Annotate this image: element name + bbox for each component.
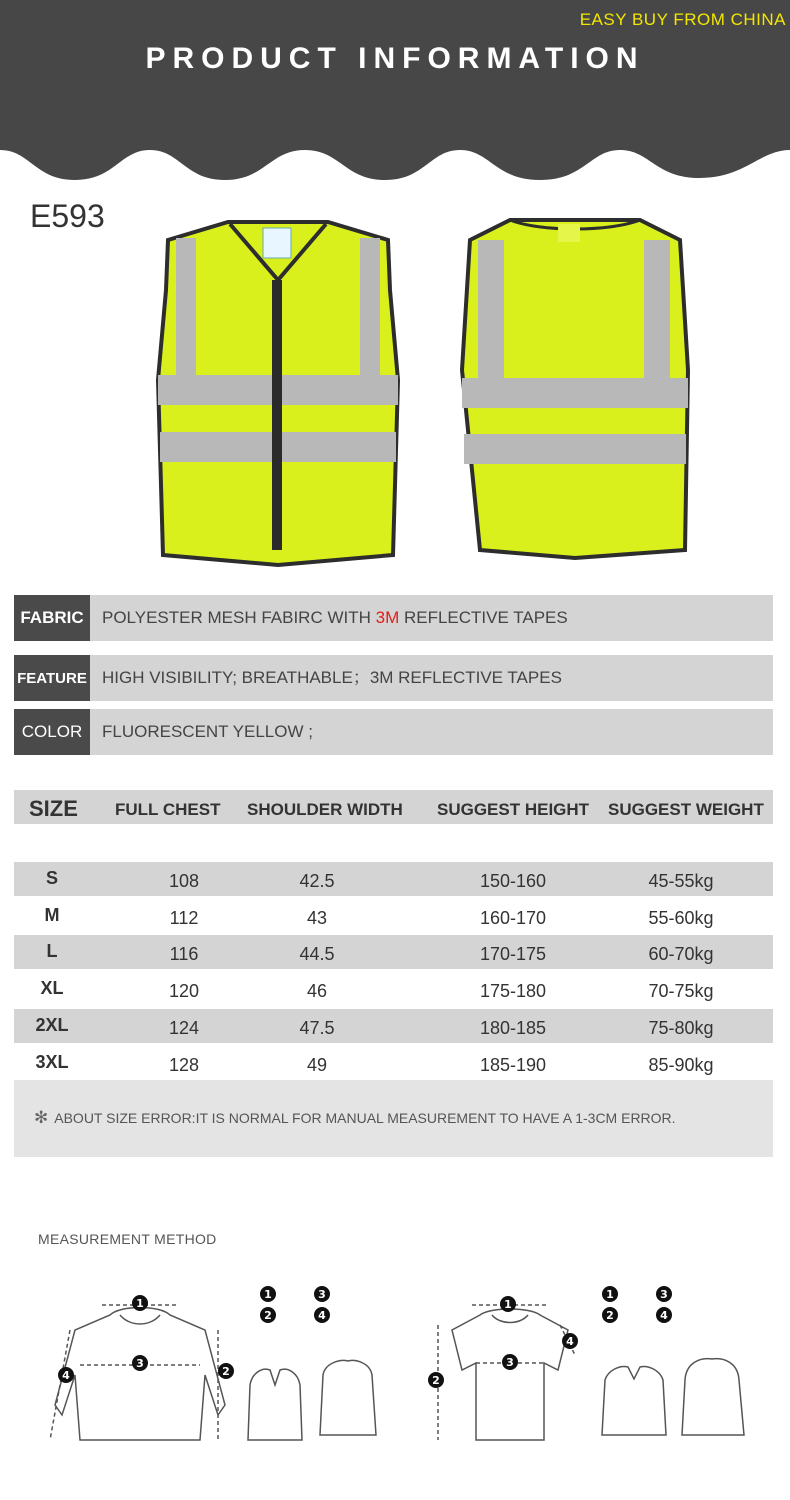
marker-4-icon: 4	[62, 1369, 70, 1382]
table-row	[14, 972, 773, 1006]
cell-shoulder-width: 44.5	[299, 944, 335, 965]
table-row	[14, 1009, 773, 1043]
legend-marker-1-icon: 1	[264, 1288, 272, 1301]
color-value: FLUORESCENT YELLOW ;	[102, 722, 313, 741]
tee-legend-marker-3-icon: 3	[660, 1288, 668, 1301]
fabric-value	[102, 595, 568, 641]
cell-suggest-height: 185-190	[479, 1054, 547, 1075]
info-row-color	[14, 709, 773, 755]
legend-marker-2-icon: 2	[264, 1309, 272, 1322]
info-row-fabric	[14, 595, 773, 641]
cell-shoulder-width: 43	[306, 907, 328, 928]
cell-size: M	[44, 904, 60, 925]
cell-size: S	[45, 868, 59, 888]
cell-suggest-weight: 75-80kg	[648, 1017, 714, 1038]
product-model: E593	[30, 198, 105, 234]
cell-full-chest: 128	[168, 1054, 200, 1075]
cell-suggest-height: 150-160	[479, 871, 547, 891]
marker-1-icon: 1	[136, 1297, 144, 1310]
brand-tagline: EASY BUY FROM CHINA	[579, 10, 786, 29]
cell-size: L	[46, 941, 58, 962]
th-suggest-height: SUGGEST HEIGHT	[437, 800, 590, 819]
cell-size: 2XL	[35, 1014, 69, 1035]
cell-full-chest: 116	[169, 944, 199, 965]
cell-suggest-weight: 55-60kg	[648, 907, 714, 928]
tee-marker-1-icon: 1	[504, 1298, 512, 1311]
note-text: ABOUT SIZE ERROR:IT IS NORMAL FOR MANUAL MEASUREMENT TO HAVE A 1-3CM ERROR.	[54, 1110, 676, 1126]
tee-legend-marker-4-icon: 4	[660, 1309, 668, 1322]
tee-legend-marker-2-icon: 2	[606, 1309, 614, 1322]
header-banner	[0, 0, 790, 195]
feature-value: HIGH VISIBILITY; BREATHABLE；3M REFLECTIVE TAPES	[102, 668, 562, 687]
cell-suggest-height: 180-185	[479, 1017, 547, 1038]
cell-full-chest: 112	[169, 907, 199, 928]
tee-marker-3-icon: 3	[506, 1356, 514, 1369]
marker-2-icon: 2	[222, 1365, 230, 1378]
legend-marker-4-icon: 4	[318, 1309, 326, 1322]
cell-suggest-weight: 85-90kg	[648, 1054, 714, 1075]
cell-size: XL	[40, 978, 64, 999]
info-row-feature	[14, 655, 773, 701]
cell-shoulder-width: 49	[306, 1054, 328, 1075]
table-row	[14, 899, 773, 933]
fabric-text-end: REFLECTIVE TAPES	[399, 608, 568, 627]
color-label: COLOR	[14, 709, 90, 755]
feature-label: FEATURE	[14, 655, 90, 701]
table-row	[14, 862, 773, 896]
cell-suggest-height: 175-180	[479, 981, 547, 1002]
table-row	[14, 935, 773, 969]
fabric-highlight: 3M	[375, 608, 400, 627]
th-suggest-weight: SUGGEST WEIGHT	[608, 800, 764, 819]
th-full-chest: FULL CHEST	[115, 800, 221, 819]
th-size: SIZE	[29, 796, 78, 821]
vest-back-image	[450, 210, 700, 570]
measurement-diagram-longsleeve	[40, 1275, 390, 1455]
table-row	[14, 1046, 773, 1080]
fabric-label: FABRIC	[14, 595, 90, 641]
note-star-icon: ✻	[34, 1108, 49, 1127]
th-shoulder-width: SHOULDER WIDTH	[247, 800, 403, 819]
fabric-text-start: POLYESTER MESH FABIRC WITH	[102, 608, 376, 627]
cell-suggest-height: 160-170	[479, 907, 547, 928]
measurement-diagram-tshirt	[420, 1275, 770, 1455]
cell-full-chest: 120	[168, 981, 200, 1002]
vest-front-image	[148, 210, 408, 570]
size-note-box	[14, 1080, 773, 1157]
cell-size: 3XL	[35, 1051, 69, 1072]
marker-3-icon: 3	[136, 1357, 144, 1370]
cell-shoulder-width: 42.5	[299, 871, 335, 891]
cell-shoulder-width: 47.5	[299, 1017, 335, 1038]
tee-legend-marker-1-icon: 1	[606, 1288, 614, 1301]
tee-marker-2-icon: 2	[432, 1374, 440, 1387]
cell-suggest-height: 170-175	[479, 944, 547, 965]
size-error-note	[34, 1108, 676, 1128]
cell-full-chest: 108	[168, 871, 200, 891]
measurement-title: MEASUREMENT METHOD	[38, 1231, 217, 1247]
cell-suggest-weight: 70-75kg	[648, 981, 714, 1002]
cell-shoulder-width: 46	[306, 981, 328, 1002]
cell-full-chest: 124	[168, 1017, 200, 1038]
cell-suggest-weight: 60-70kg	[648, 944, 714, 965]
cell-suggest-weight: 45-55kg	[648, 871, 714, 891]
tee-marker-4-icon: 4	[566, 1335, 574, 1348]
page-title: PRODUCT INFORMATION	[145, 42, 645, 75]
legend-marker-3-icon: 3	[318, 1288, 326, 1301]
